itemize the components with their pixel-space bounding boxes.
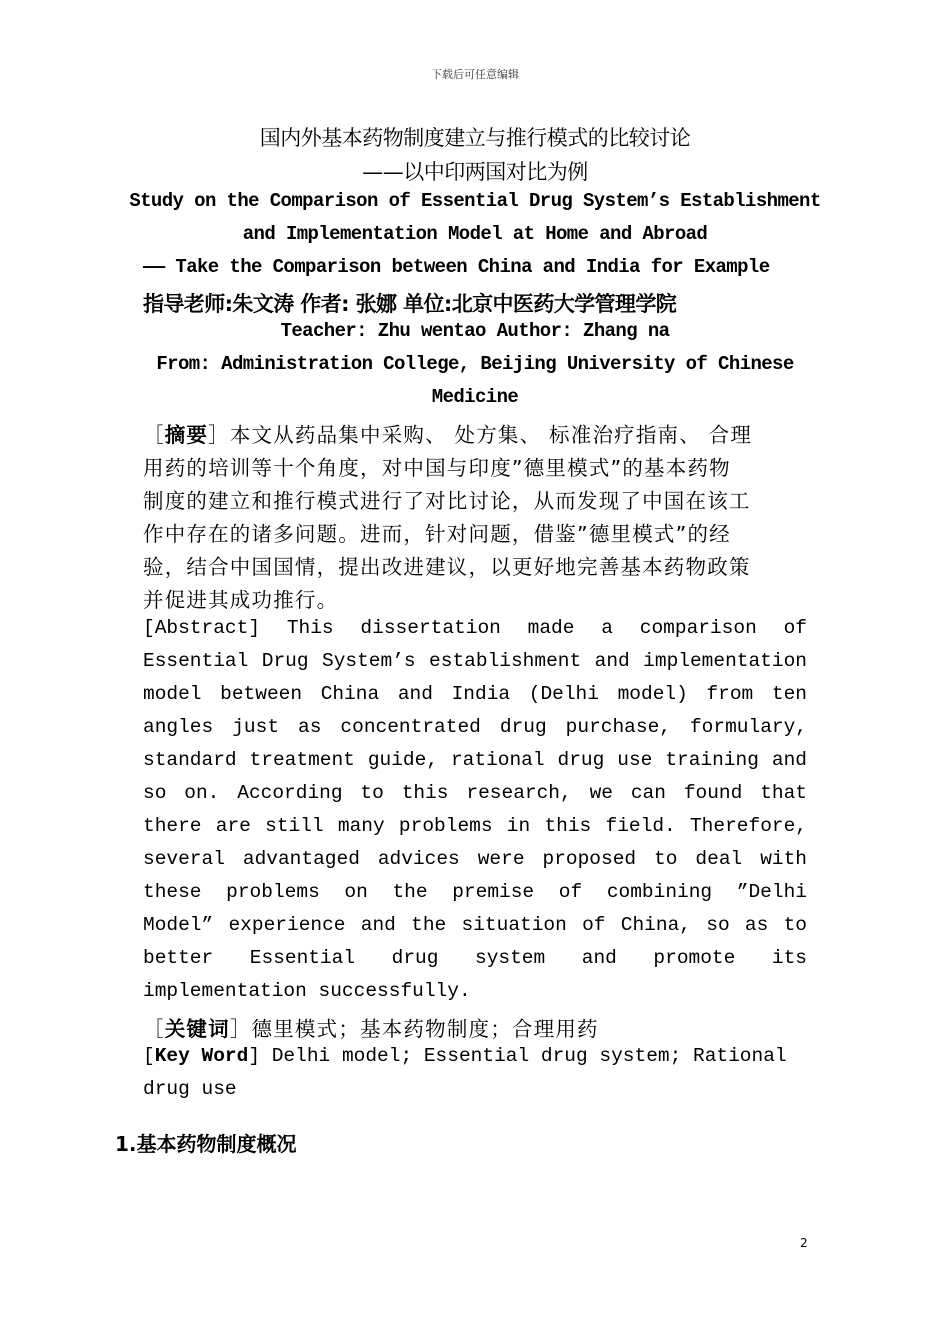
abstract-cn-line5: 验，结合中国国情，提出改进建议，以更好地完善基本药物政策	[143, 555, 751, 579]
abstract-en-line10: Model” experience and the situation of China, so as to	[143, 914, 807, 936]
abstract-cn-line3: 制度的建立和推行模式进行了对比讨论，从而发现了中国在该工	[143, 489, 751, 513]
abstract-en-line6: so on. According to this research, we can found that	[143, 782, 807, 804]
abstract-cn-line6: 并促进其成功推行。	[143, 588, 339, 612]
keywords-cn-label: 关键词	[164, 1017, 230, 1041]
abstract-cn-line2: 用药的培训等十个角度，对中国与印度”德里模式”的基本药物	[143, 456, 731, 480]
abstract-cn-open-bracket: ［	[143, 423, 165, 447]
keywords-en-text: Delhi model; Essential drug system; Rational	[260, 1045, 787, 1067]
title-en-line2: and Implementation Model at Home and Abroad	[242, 223, 708, 245]
abstract-en-line8: several advantaged advices were proposed to deal with	[143, 848, 807, 870]
abstract-cn-label: 摘要	[164, 423, 209, 447]
title-cn-line2: ——以中印两国对比为例	[362, 160, 588, 184]
title-en-line3: —— Take the Comparison between China and India for Example	[143, 256, 770, 278]
abstract-en-line9: these problems on the premise of combining ”Delhi	[143, 881, 807, 903]
keywords-cn-close-bracket: ］	[229, 1017, 252, 1041]
abstract-en-line1: [Abstract] This dissertation made a comparison of	[143, 617, 807, 639]
abstract-cn-close-bracket: ］	[208, 423, 230, 447]
abstract-en-line5: standard treatment guide, rational drug use training and	[143, 749, 807, 771]
title-cn-line1: 国内外基本药物制度建立与推行模式的比较讨论	[259, 126, 691, 150]
keywords-en-open-bracket: [	[143, 1045, 155, 1067]
authors-en-line2: From: Administration College, Beijing University of Chinese	[156, 353, 794, 375]
abstract-cn-line1	[143, 418, 752, 448]
keywords-en-label: Key Word	[154, 1045, 249, 1067]
header-note: 下载后可任意编辑	[431, 68, 519, 81]
abstract-en-last-line: implementation successfully.	[143, 980, 471, 1002]
keywords-en	[143, 1045, 787, 1067]
abstract-en-line7: there are still many problems in this field. Therefore,	[143, 815, 807, 837]
keywords-en-close-bracket: ]	[248, 1045, 261, 1067]
keywords-cn-text: 德里模式；基本药物制度；合理用药	[251, 1017, 599, 1041]
title-en-line1: Study on the Comparison of Essential Drug System’s Establishment	[129, 190, 821, 212]
keywords-en-line2: drug use	[143, 1078, 237, 1100]
abstract-cn-line4: 作中存在的诸多问题。进而，针对问题，借鉴”德里模式”的经	[143, 522, 731, 546]
abstract-en-line4: angles just as concentrated drug purchase, formulary,	[143, 716, 807, 738]
abstract-cn-text: 本文从药品集中采购、 处方集、 标准治疗指南、 合理	[229, 423, 753, 447]
abstract-en-line11: better Essential drug system and promote its	[143, 947, 807, 969]
keywords-cn	[143, 1012, 599, 1042]
authors-en-line3: Medicine	[431, 386, 519, 408]
authors-en-line1: Teacher: Zhu wentao Author: Zhang na	[280, 320, 670, 342]
page-number: 2	[800, 1236, 808, 1250]
authors-cn: 指导老师:朱文涛 作者: 张娜 单位:北京中医药大学管理学院	[143, 292, 677, 316]
abstract-en-line2: Essential Drug System’s establishment and implementation	[143, 650, 807, 672]
keywords-cn-open-bracket: ［	[143, 1017, 165, 1041]
section-heading: 1.基本药物制度概况	[115, 1132, 297, 1156]
abstract-en-line3: model between China and India (Delhi model) from ten	[143, 683, 807, 705]
